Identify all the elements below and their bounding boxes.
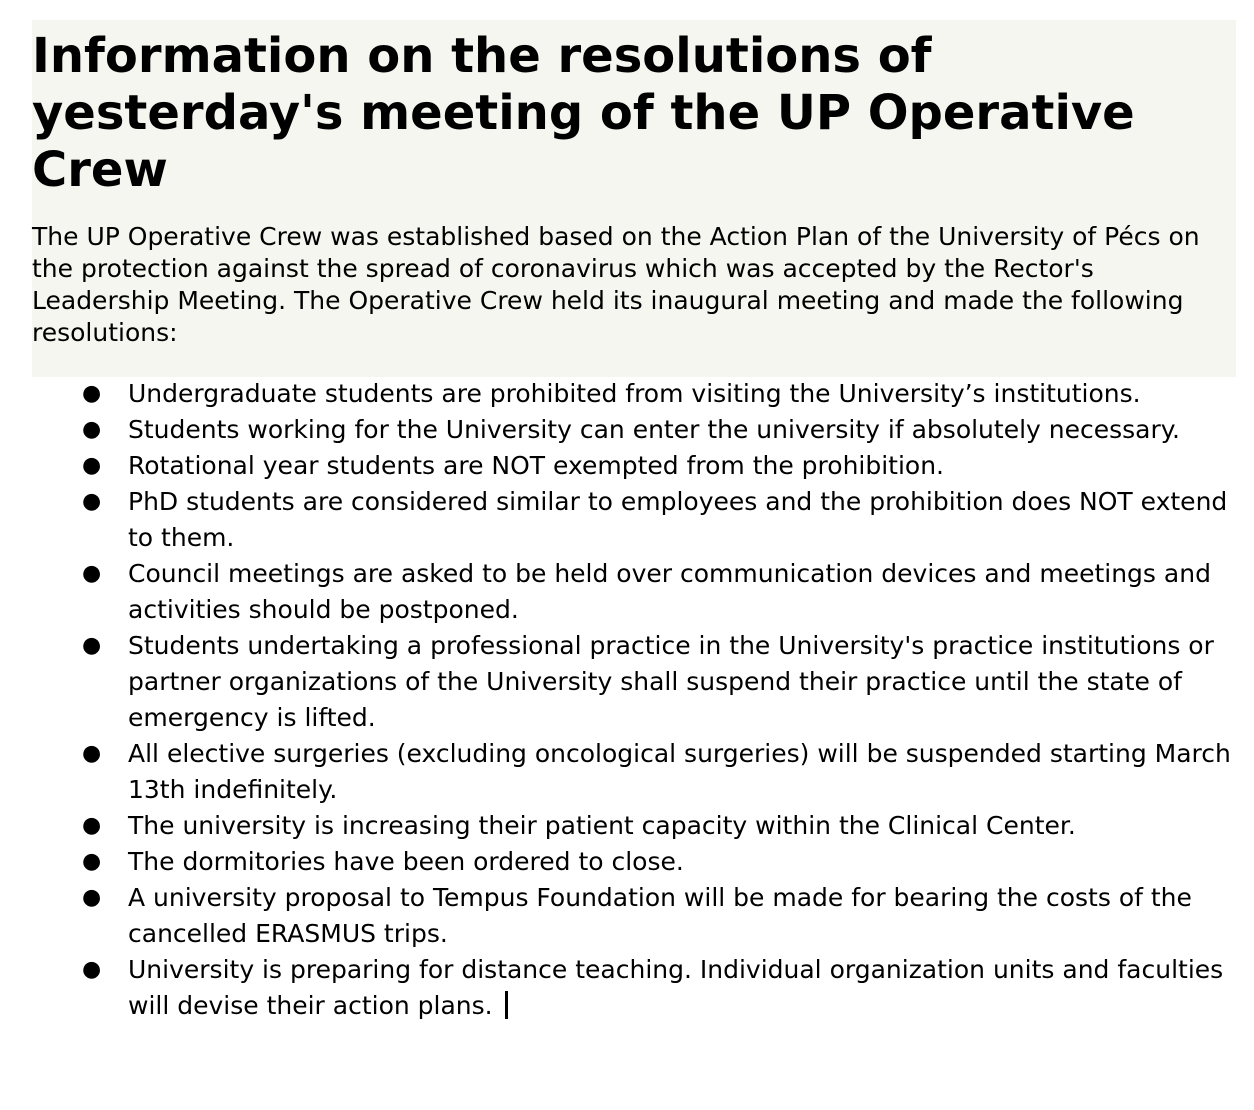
resolution-item: [82, 808, 1238, 844]
resolution-text: Rotational year students are NOT exempted from the prohibition.: [128, 451, 945, 480]
resolution-text: A university proposal to Tempus Foundation will be made for bearing the costs of the cancelled ERASMUS trips.: [128, 883, 1192, 948]
text-cursor: [505, 991, 508, 1019]
resolution-text: The dormitories have been ordered to close.: [128, 847, 684, 876]
resolution-item: [82, 952, 1238, 1024]
resolution-text: PhD students are considered similar to employees and the prohibition does NOT extend to them.: [128, 487, 1228, 552]
bullet-icon: ●: [82, 957, 102, 982]
resolution-list: [82, 376, 1238, 1024]
resolution-item: [82, 412, 1238, 448]
resolution-text: Undergraduate students are prohibited from visiting the University’s institutions.: [128, 379, 1141, 408]
resolution-text: Students undertaking a professional practice in the University's practice institutions or partner organizations of the University shall suspend their practice until the state of emergency is lifted.: [128, 631, 1214, 732]
resolution-text: The university is increasing their patient capacity within the Clinical Center.: [128, 811, 1076, 840]
bullet-icon: ●: [82, 885, 102, 910]
resolution-text: Council meetings are asked to be held over communication devices and meetings and activities should be postponed.: [128, 559, 1211, 624]
bullet-icon: ●: [82, 633, 102, 658]
bullet-icon: ●: [82, 813, 102, 838]
resolution-text: All elective surgeries (excluding oncological surgeries) will be suspended starting March 13th indefinitely.: [128, 739, 1231, 804]
bullet-icon: ●: [82, 849, 102, 874]
resolution-text: University is preparing for distance teaching. Individual organization units and faculties will devise their action plans.: [128, 955, 1224, 1020]
resolution-item: [82, 628, 1238, 736]
header-block: [32, 20, 1236, 377]
resolution-item: [82, 484, 1238, 556]
resolution-item: [82, 880, 1238, 952]
bullet-icon: ●: [82, 741, 102, 766]
bullet-icon: ●: [82, 489, 102, 514]
bullet-icon: ●: [82, 561, 102, 586]
resolution-text: Students working for the University can enter the university if absolutely necessary.: [128, 415, 1180, 444]
resolution-item: [82, 448, 1238, 484]
bullet-icon: ●: [82, 381, 102, 406]
bullet-icon: ●: [82, 453, 102, 478]
resolution-item: [82, 376, 1238, 412]
bullet-icon: ●: [82, 417, 102, 442]
resolution-item: [82, 736, 1238, 808]
resolution-item: [82, 844, 1238, 880]
intro-paragraph: The UP Operative Crew was established based on the Action Plan of the University of Pécs on the protection against the spread of coronavirus which was accepted by the Rector's Leadership Meeting. The Operative Crew held its inaugural meeting and made the following resolutions:: [32, 222, 1200, 347]
resolution-item: [82, 556, 1238, 628]
page-title: Information on the resolutions of yesterday's meeting of the UP Operative Crew: [32, 28, 1135, 198]
